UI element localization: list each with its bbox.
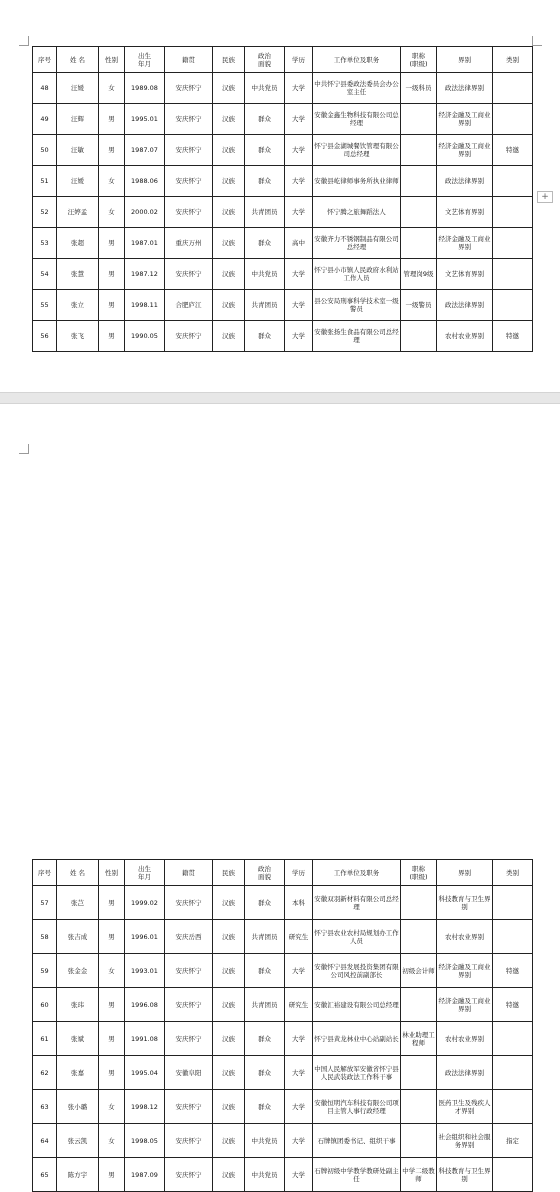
cell-category [493,1056,533,1090]
cell-education: 大学 [285,1158,313,1192]
cell-category [493,228,533,259]
cell-sector: 经济金融及工商业界别 [437,135,493,166]
cell-title: 管理岗9级 [401,259,437,290]
cell-seq: 63 [33,1090,57,1124]
cell-workplace: 怀宁县小市镇人民政府水利站工作人员 [313,259,401,290]
header-workplace: 工作单位及职务 [313,47,401,73]
cell-workplace: 石牌初级中学教学教研处副主任 [313,1158,401,1192]
header-name: 姓 名 [57,47,99,73]
cell-workplace: 怀宁县农业农村局规划办工作人员 [313,920,401,954]
cell-political: 群众 [245,954,285,988]
cell-title [401,228,437,259]
cell-workplace: 安徽恒明汽车科技有限公司项目主管人事行政经理 [313,1090,401,1124]
cell-category: 特邀 [493,954,533,988]
cell-gender: 男 [99,321,125,352]
table-row [33,259,533,290]
cell-name: 陈方宇 [57,1158,99,1192]
cell-origin: 重庆万州 [165,228,213,259]
table-row [33,988,533,1022]
cell-ethnicity: 汉族 [213,1124,245,1158]
cell-gender: 男 [99,1158,125,1192]
cell-seq: 64 [33,1124,57,1158]
cell-sector: 经济金融及工商业界别 [437,228,493,259]
cell-gender: 女 [99,1124,125,1158]
cell-sector: 农村农业界别 [437,1022,493,1056]
cell-birth: 1990.05 [125,321,165,352]
cell-ethnicity: 汉族 [213,73,245,104]
cell-seq: 60 [33,988,57,1022]
cell-education: 大学 [285,1022,313,1056]
cell-political: 中共党员 [245,1158,285,1192]
header-title: 职称 (职级) [401,860,437,886]
cell-ethnicity: 汉族 [213,104,245,135]
table-row [33,886,533,920]
cell-seq: 59 [33,954,57,988]
header-sector: 界别 [437,860,493,886]
cell-sector: 政法法律界别 [437,290,493,321]
cell-birth: 1987.09 [125,1158,165,1192]
cell-education: 大学 [285,954,313,988]
cell-ethnicity: 汉族 [213,321,245,352]
cell-birth: 1988.06 [125,166,165,197]
member-table-page-2 [32,859,533,1192]
cell-name: 张云凯 [57,1124,99,1158]
table-row [33,197,533,228]
cell-seq: 53 [33,228,57,259]
cell-education: 大学 [285,259,313,290]
cell-birth: 1996.08 [125,988,165,1022]
document-page-1 [0,0,560,392]
cell-sector: 政法法律界别 [437,73,493,104]
cell-political: 共青团员 [245,988,285,1022]
cell-education: 本科 [285,886,313,920]
cell-title: 林业助理工程师 [401,1022,437,1056]
cell-birth: 1991.08 [125,1022,165,1056]
cell-name: 张超 [57,228,99,259]
cell-workplace: 怀宁县金湖城餐饮管理有限公司总经理 [313,135,401,166]
cell-workplace: 安徽金鑫生物科技有限公司总经理 [313,104,401,135]
cell-education: 大学 [285,166,313,197]
cell-gender: 男 [99,1056,125,1090]
cell-seq: 52 [33,197,57,228]
cell-education: 大学 [285,104,313,135]
table-header-row [33,47,533,73]
cell-name: 张小璐 [57,1090,99,1124]
cell-sector: 政法法律界别 [437,1056,493,1090]
cell-category [493,166,533,197]
cell-title: 一级科员 [401,73,437,104]
header-workplace: 工作单位及职务 [313,860,401,886]
cell-workplace: 怀宁县黄龙林业中心站副站长 [313,1022,401,1056]
cell-political: 群众 [245,1022,285,1056]
table-row [33,135,533,166]
cell-birth: 1998.11 [125,290,165,321]
cell-political: 共青团员 [245,290,285,321]
table-row [33,1022,533,1056]
cell-birth: 1999.02 [125,886,165,920]
cell-category: 特邀 [493,135,533,166]
cell-birth: 1995.04 [125,1056,165,1090]
cell-political: 共青团员 [245,197,285,228]
cell-birth: 1987.12 [125,259,165,290]
cell-category [493,920,533,954]
cell-sector: 科技教育与卫生界别 [437,886,493,920]
cell-seq: 54 [33,259,57,290]
cell-birth: 2000.02 [125,197,165,228]
cell-name: 张玮 [57,988,99,1022]
cell-birth: 1987.07 [125,135,165,166]
page-separator [0,392,560,404]
cell-birth: 1989.08 [125,73,165,104]
cell-education: 研究生 [285,988,313,1022]
cell-ethnicity: 汉族 [213,1158,245,1192]
cell-education: 研究生 [285,920,313,954]
table-row [33,228,533,259]
cell-ethnicity: 汉族 [213,290,245,321]
cell-political: 群众 [245,1090,285,1124]
document-page-2 [0,404,560,1183]
cell-ethnicity: 汉族 [213,988,245,1022]
cell-seq: 50 [33,135,57,166]
header-education: 学历 [285,860,313,886]
cell-workplace: 安徽汇裕建设有限公司总经理 [313,988,401,1022]
cell-category: 指定 [493,1124,533,1158]
cell-workplace: 安徽张扬生食品有限公司总经理 [313,321,401,352]
header-ethnicity: 民族 [213,47,245,73]
table-row [33,1056,533,1090]
cell-sector: 经济金融及工商业界别 [437,104,493,135]
table-header-row [33,860,533,886]
cell-sector: 医药卫生及残疾人才界别 [437,1090,493,1124]
cell-gender: 女 [99,197,125,228]
cell-category: 特邀 [493,321,533,352]
header-gender: 性别 [99,47,125,73]
cell-origin: 安庆怀宁 [165,321,213,352]
cell-workplace: 安徽县屹律师事务所执业律师 [313,166,401,197]
cell-seq: 58 [33,920,57,954]
cell-title [401,197,437,228]
cell-workplace: 中国人民解放军安徽省怀宁县人民武装政法工作科干事 [313,1056,401,1090]
header-birth: 出生 年月 [125,860,165,886]
cell-category [493,886,533,920]
cell-ethnicity: 汉族 [213,259,245,290]
table-row [33,104,533,135]
table-row [33,920,533,954]
cell-seq: 48 [33,73,57,104]
cell-workplace: 石牌镇团委书记、组织干事 [313,1124,401,1158]
cell-name: 汪婷孟 [57,197,99,228]
cell-origin: 安庆怀宁 [165,1022,213,1056]
cell-category [493,1090,533,1124]
cell-political: 群众 [245,104,285,135]
cell-education: 高中 [285,228,313,259]
cell-sector: 经济金融及工商业界别 [437,988,493,1022]
cell-name: 张芑 [57,886,99,920]
cell-education: 大学 [285,321,313,352]
cell-birth: 1995.01 [125,104,165,135]
cell-title [401,166,437,197]
cell-title: 中学二级教师 [401,1158,437,1192]
table-row [33,1124,533,1158]
header-seq: 序号 [33,47,57,73]
header-political: 政治 面貌 [245,860,285,886]
cell-birth: 1996.01 [125,920,165,954]
cell-sector: 农村农业界别 [437,920,493,954]
cell-sector: 农村农业界别 [437,321,493,352]
header-title: 职称 (职级) [401,47,437,73]
cell-ethnicity: 汉族 [213,920,245,954]
cell-education: 大学 [285,1124,313,1158]
cell-name: 张嘉 [57,1056,99,1090]
header-gender: 性别 [99,860,125,886]
cell-name: 汪敏 [57,135,99,166]
cell-origin: 安徽阜阳 [165,1056,213,1090]
cell-title: 一级警员 [401,290,437,321]
cell-ethnicity: 汉族 [213,166,245,197]
cell-gender: 男 [99,228,125,259]
cell-sector: 科技教育与卫生界别 [437,1158,493,1192]
cell-seq: 62 [33,1056,57,1090]
cell-category [493,1158,533,1192]
header-ethnicity: 民族 [213,860,245,886]
cell-education: 大学 [285,290,313,321]
cell-name: 汪嫒 [57,166,99,197]
cell-gender: 女 [99,1090,125,1124]
cell-title [401,321,437,352]
cell-gender: 男 [99,290,125,321]
cell-origin: 合肥庐江 [165,290,213,321]
cell-ethnicity: 汉族 [213,1022,245,1056]
cell-gender: 男 [99,886,125,920]
cell-sector: 经济金融及工商业界别 [437,954,493,988]
cell-sector: 文艺体育界别 [437,197,493,228]
expand-icon[interactable]: + [537,191,553,203]
cell-title: 初级会计师 [401,954,437,988]
cell-political: 群众 [245,1056,285,1090]
cell-education: 大学 [285,1090,313,1124]
cell-political: 群众 [245,135,285,166]
cell-sector: 政法法律界别 [437,166,493,197]
cell-seq: 49 [33,104,57,135]
member-table-page-1 [32,46,533,352]
cell-gender: 女 [99,73,125,104]
cell-workplace: 县公安局刑事科学技术室一级警员 [313,290,401,321]
header-sector: 界别 [437,47,493,73]
header-origin: 籍贯 [165,860,213,886]
table-row [33,321,533,352]
cell-gender: 男 [99,135,125,166]
cell-workplace: 中共怀宁县委政法委员会办公室主任 [313,73,401,104]
cell-seq: 65 [33,1158,57,1192]
cell-name: 汪辉 [57,104,99,135]
cell-name: 张斌 [57,1022,99,1056]
cell-name: 张吉成 [57,920,99,954]
cell-ethnicity: 汉族 [213,135,245,166]
cell-title [401,1090,437,1124]
cell-origin: 安庆怀宁 [165,1158,213,1192]
cell-name: 汪媛 [57,73,99,104]
cell-origin: 安庆怀宁 [165,73,213,104]
cell-gender: 男 [99,920,125,954]
cell-birth: 1987.01 [125,228,165,259]
cell-category [493,104,533,135]
cell-name: 张慧 [57,259,99,290]
header-category: 类别 [493,47,533,73]
cell-title [401,988,437,1022]
cell-political: 群众 [245,886,285,920]
header-birth: 出生 年月 [125,47,165,73]
cell-origin: 安庆怀宁 [165,886,213,920]
cell-sector: 社会组织和社会服务界别 [437,1124,493,1158]
cell-ethnicity: 汉族 [213,1056,245,1090]
table-row [33,954,533,988]
cell-origin: 安庆怀宁 [165,1090,213,1124]
cell-category [493,73,533,104]
cell-seq: 51 [33,166,57,197]
cell-gender: 男 [99,104,125,135]
cell-education: 大学 [285,73,313,104]
cell-political: 群众 [245,166,285,197]
table-row [33,1090,533,1124]
cell-political: 共青团员 [245,920,285,954]
cell-title [401,920,437,954]
cell-ethnicity: 汉族 [213,954,245,988]
cell-political: 中共党员 [245,259,285,290]
cell-origin: 安庆怀宁 [165,954,213,988]
cell-seq: 55 [33,290,57,321]
cell-political: 中共党员 [245,1124,285,1158]
header-education: 学历 [285,47,313,73]
cell-category: 特邀 [493,988,533,1022]
cell-political: 中共党员 [245,73,285,104]
cell-origin: 安庆怀宁 [165,166,213,197]
cell-ethnicity: 汉族 [213,197,245,228]
cell-origin: 安庆怀宁 [165,1124,213,1158]
cell-title [401,135,437,166]
cell-education: 大学 [285,135,313,166]
cell-seq: 57 [33,886,57,920]
header-political: 政治 面貌 [245,47,285,73]
cell-education: 大学 [285,197,313,228]
cell-political: 群众 [245,228,285,259]
cell-name: 张金金 [57,954,99,988]
cell-title [401,1056,437,1090]
cell-political: 群众 [245,321,285,352]
cell-origin: 安庆怀宁 [165,104,213,135]
cell-gender: 女 [99,166,125,197]
cell-birth: 1998.12 [125,1090,165,1124]
cell-sector: 文艺体育界别 [437,259,493,290]
cell-gender: 男 [99,1022,125,1056]
table-row [33,1158,533,1192]
header-name: 姓 名 [57,860,99,886]
cell-seq: 56 [33,321,57,352]
cell-title [401,1124,437,1158]
cell-origin: 安庆怀宁 [165,988,213,1022]
cell-workplace: 安徽双羽新材料有限公司总经理 [313,886,401,920]
cell-education: 大学 [285,1056,313,1090]
cell-category [493,290,533,321]
cell-birth: 1998.05 [125,1124,165,1158]
cell-name: 张立 [57,290,99,321]
cell-workplace: 怀宁腾之旅舞蹈法人 [313,197,401,228]
cell-birth: 1993.01 [125,954,165,988]
cell-gender: 女 [99,954,125,988]
table-row [33,73,533,104]
cell-ethnicity: 汉族 [213,886,245,920]
cell-gender: 男 [99,988,125,1022]
cell-category [493,197,533,228]
cell-workplace: 安徽怀宁县发展投资集团有限公司风控前副部长 [313,954,401,988]
table-row [33,166,533,197]
cell-ethnicity: 汉族 [213,1090,245,1124]
cell-origin: 安庆岳西 [165,920,213,954]
cell-gender: 男 [99,259,125,290]
cell-title [401,104,437,135]
cell-title [401,886,437,920]
cell-origin: 安庆怀宁 [165,135,213,166]
header-origin: 籍贯 [165,47,213,73]
cell-workplace: 安徽齐力不锈钢制品有限公司总经理 [313,228,401,259]
cell-origin: 安庆怀宁 [165,259,213,290]
table-row [33,290,533,321]
cell-name: 张飞 [57,321,99,352]
cell-category [493,1022,533,1056]
cell-category [493,259,533,290]
cell-origin: 安庆怀宁 [165,197,213,228]
cell-seq: 61 [33,1022,57,1056]
cell-ethnicity: 汉族 [213,228,245,259]
header-seq: 序号 [33,860,57,886]
header-category: 类别 [493,860,533,886]
